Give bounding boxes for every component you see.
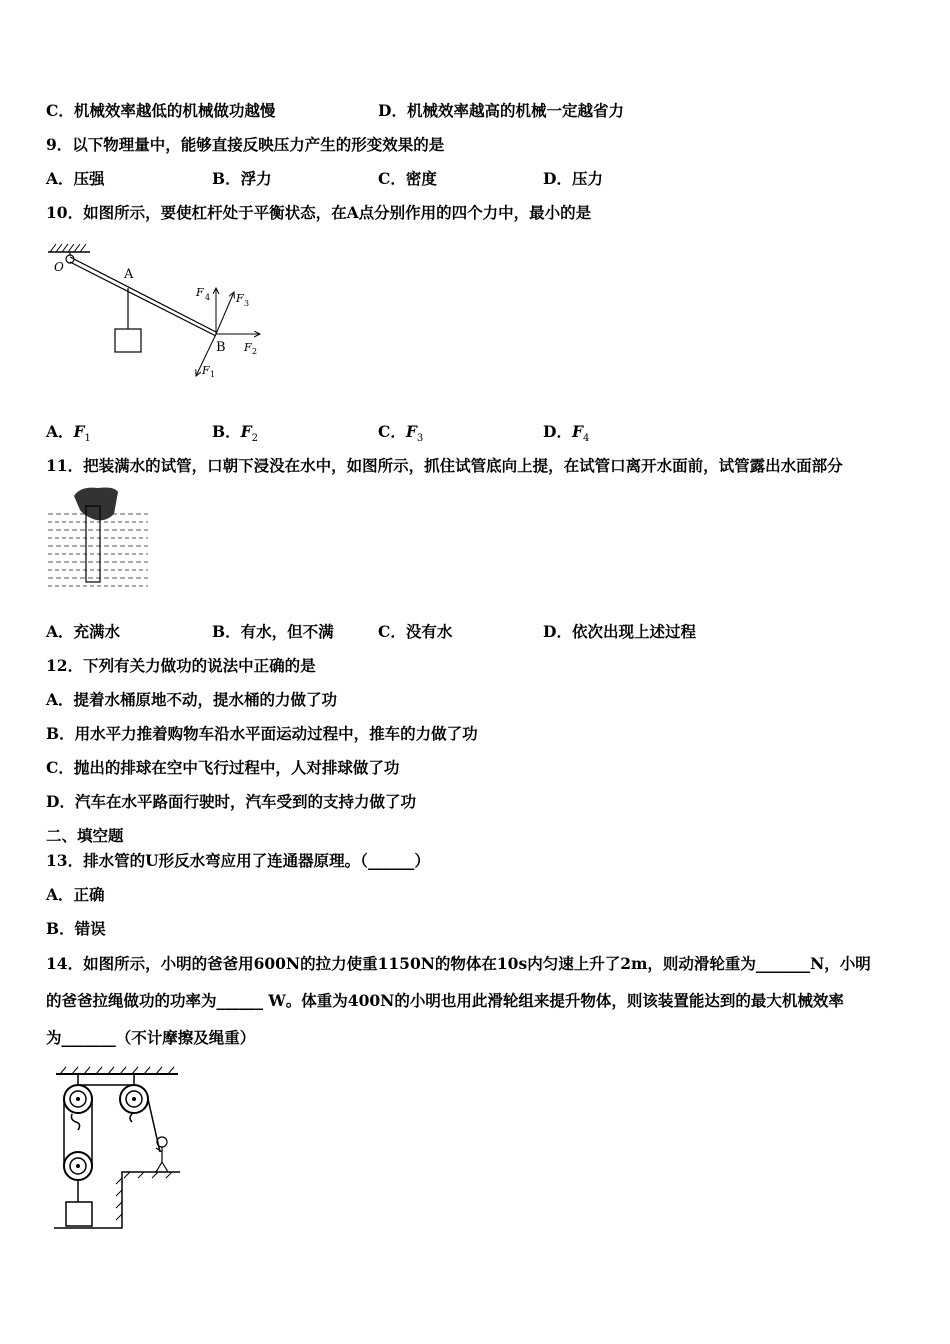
- q12-stem: 12．下列有关力做功的说法中正确的是: [46, 656, 316, 675]
- q10-option-c: C．$F_3$: [378, 422, 424, 445]
- q8-option-c: C．机械效率越低的机械做功越慢: [46, 101, 276, 120]
- label-f3: F: [236, 292, 244, 305]
- q9-option-a: A．压强: [46, 169, 105, 188]
- q8-option-d: D．机械效率越高的机械一定越省力: [378, 101, 624, 120]
- q11-option-d: D．依次出现上述过程: [543, 622, 696, 641]
- q10-option-a: A．$F_1$: [46, 422, 91, 445]
- q14-line3: 为_______（不计摩擦及绳重）: [46, 1028, 256, 1047]
- label-f4-sub: 4: [205, 293, 211, 302]
- hanging-block: [115, 329, 141, 352]
- q9-option-d: D．压力: [543, 169, 603, 188]
- q13-stem: 13．排水管的U形反水弯应用了连通器原理。（______）: [46, 851, 430, 870]
- hand-shape: [74, 488, 118, 521]
- q13-option-a: A．正确: [46, 885, 105, 904]
- label-a: A: [124, 267, 134, 282]
- q12-option-c: C．抛出的排球在空中飞行过程中，人对排球做了功: [46, 758, 400, 777]
- q12-option-b: B．用水平力推着购物车沿水平面运动过程中，推车的力做了功: [46, 724, 478, 743]
- q14-line2: 的爸爸拉绳做功的功率为______ W。体重为400N的小明也用此滑轮组来提升物体，则该装置能达到的最大机械效率: [46, 991, 844, 1010]
- label-f2-sub: 2: [252, 347, 258, 356]
- q13-option-b: B．错误: [46, 919, 106, 938]
- label-f1: F: [202, 364, 210, 377]
- label-f2: F: [244, 341, 252, 354]
- load-box: [66, 1202, 92, 1226]
- label-f1-sub: 1: [210, 370, 216, 379]
- q11-stem: 11．把装满水的试管，口朝下浸没在水中，如图所示，抓住试管底向上提，在试管口离开水面前，试管露出水面部分: [46, 456, 843, 475]
- q10-option-d: D．$F_4$: [543, 422, 590, 445]
- q11-option-a: A．充满水: [46, 622, 121, 641]
- pulley-figure: [52, 1064, 186, 1234]
- q12-option-d: D．汽车在水平路面行驶时，汽车受到的支持力做了功: [46, 792, 416, 811]
- q11-option-b: B．有水，但不满: [212, 622, 334, 641]
- q10-stem: 10．如图所示，要使杠杆处于平衡状态，在A点分别作用的四个力中，最小的是: [46, 203, 592, 222]
- label-b: B: [216, 340, 226, 355]
- test-tube-figure: [46, 486, 150, 592]
- section-title: 二、填空题: [46, 826, 124, 845]
- q10-option-b: B．$F_2$: [212, 422, 258, 445]
- q12-option-a: A．提着水桶原地不动，提水桶的力做了功: [46, 690, 338, 709]
- q9-option-c: C．密度: [378, 169, 437, 188]
- q9-stem: 9．以下物理量中，能够直接反映压力产生的形变效果的是: [46, 135, 445, 154]
- label-f4: F: [196, 286, 204, 299]
- q11-option-c: C．没有水: [378, 622, 453, 641]
- label-f3-sub: 3: [244, 299, 250, 308]
- q14-line1: 14．如图所示，小明的爸爸用600N的拉力使重1150N的物体在10s内匀速上升了2m，则动滑轮重为_______N，小明: [46, 954, 871, 973]
- lever-figure: [44, 240, 274, 385]
- q9-option-b: B．浮力: [212, 169, 272, 188]
- label-o: O: [54, 260, 64, 274]
